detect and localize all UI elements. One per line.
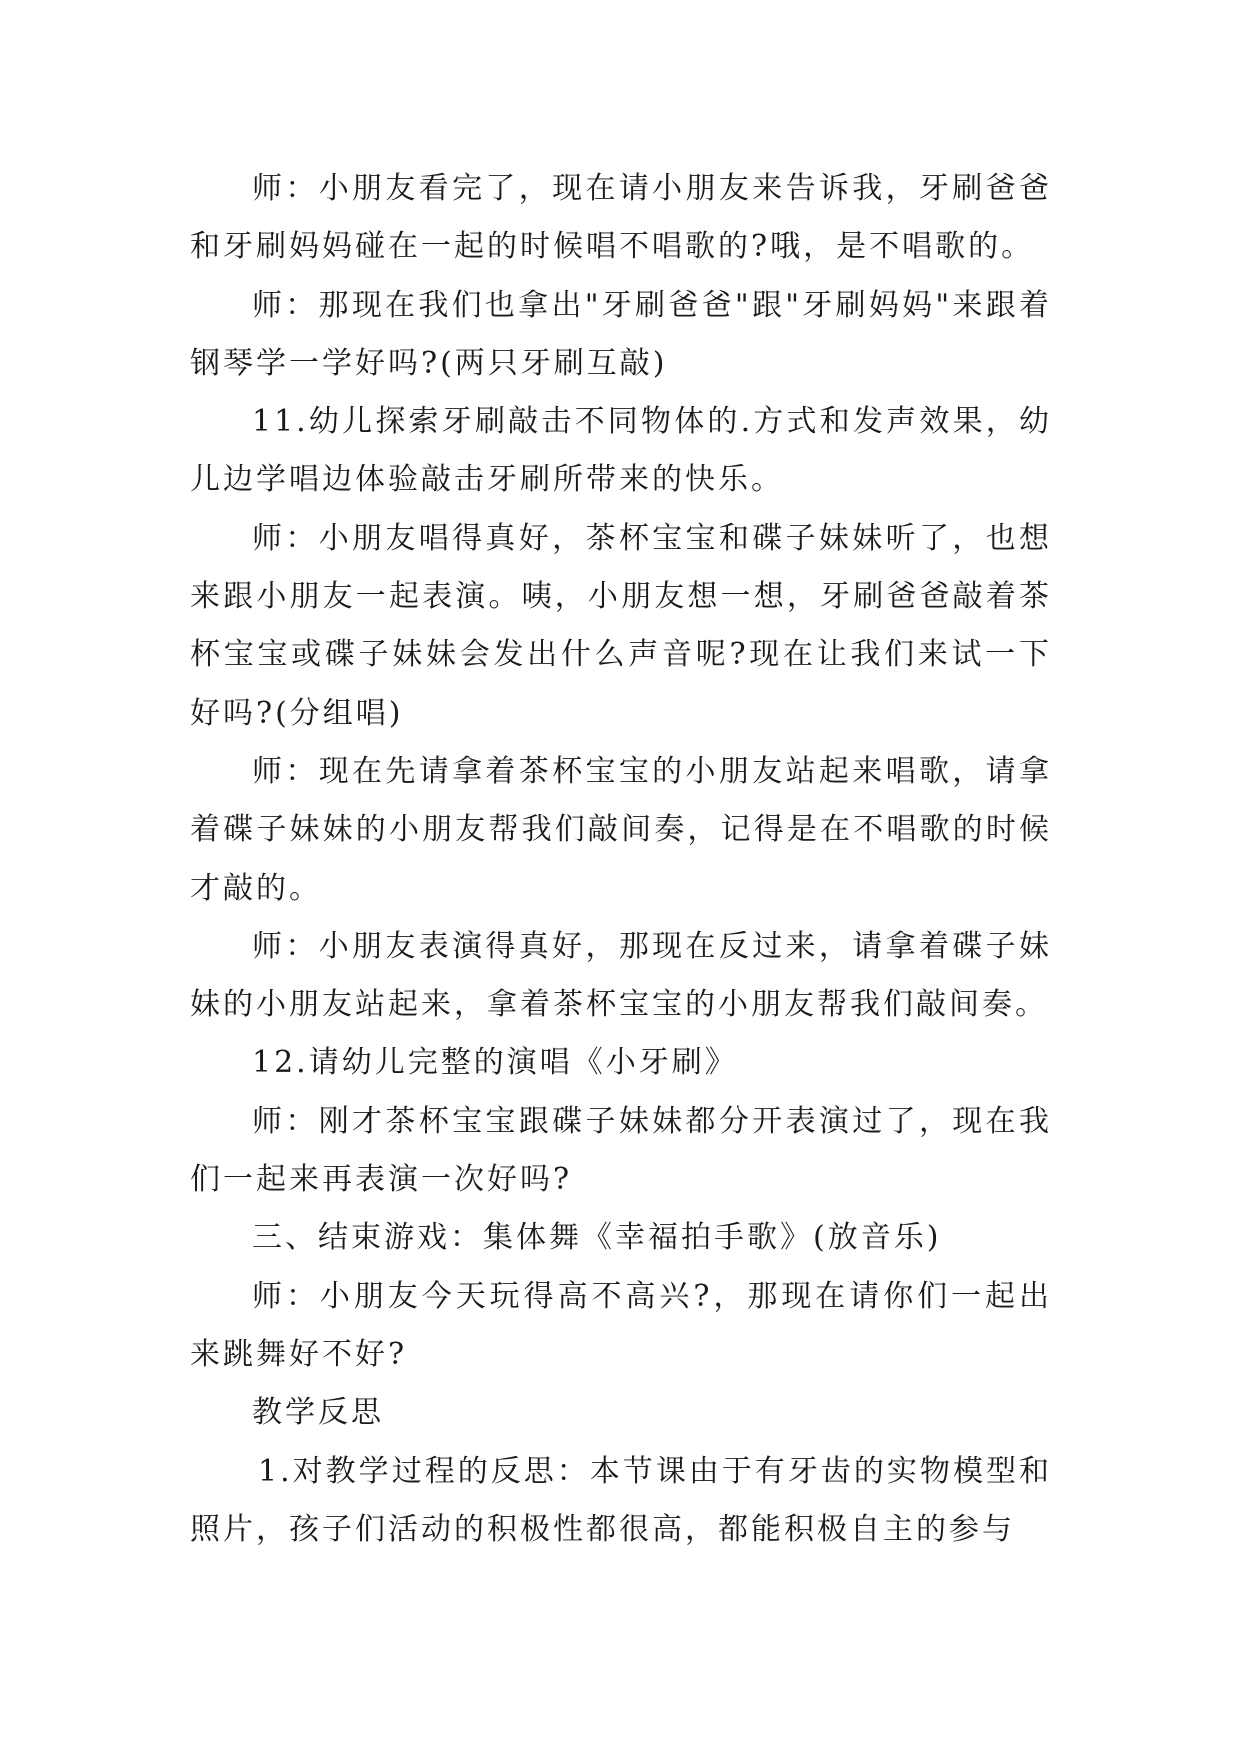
heading-teaching-reflection: 教学反思 [252,1395,384,1431]
paragraph-teacher-perform-together: 师：刚才茶杯宝宝跟碟子妹妹都分开表演过了，现在我们一起来再表演一次好吗? [190,1103,1052,1198]
paragraph-step-11: 11.幼儿探索牙刷敲击不同物体的.方式和发声效果，幼儿边学唱边体验敲击牙刷所带来的快乐。 [190,404,1052,498]
paragraph-teacher-piano: 师：那现在我们也拿出"牙刷爸爸"跟"牙刷妈妈"来跟着钢琴学一学好吗?(两只牙刷互敲) [190,287,1052,381]
paragraph-teacher-dance: 师：小朋友今天玩得高不高兴?，那现在请你们一起出来跳舞好不好? [190,1278,1052,1372]
document-page [190,160,1052,1559]
paragraph-section-three-ending-game: 三、结束游戏：集体舞《幸福拍手歌》(放音乐) [252,1220,942,1256]
paragraph-teacher-cup-and-plate: 师：小朋友唱得真好，茶杯宝宝和碟子妹妹听了，也想来跟小朋友一起表演。咦，小朋友想一想，牙刷爸爸敲着茶杯宝宝或碟子妹妹会发出什么声音呢?现在让我们来试一下好吗?(分组唱) [190,520,1052,731]
paragraph-teacher-reverse-groups: 师：小朋友表演得真好，那现在反过来，请拿着碟子妹妹的小朋友站起来，拿着茶杯宝宝的小朋友帮我们敲间奏。 [190,928,1052,1023]
paragraph-reflection-1: 1.对教学过程的反思：本节课由于有牙齿的实物模型和照片，孩子们活动的积极性都很高，都能积极自主的参与 [190,1453,1052,1547]
paragraph-teacher-cup-group-sings: 师：现在先请拿着茶杯宝宝的小朋友站起来唱歌，请拿着碟子妹妹的小朋友帮我们敲间奏，记得是在不唱歌的时候才敲的。 [190,753,1052,906]
paragraph-teacher-asks-singing: 师：小朋友看完了，现在请小朋友来告诉我，牙刷爸爸和牙刷妈妈碰在一起的时候唱不唱歌的?哦，是不唱歌的。 [190,171,1052,265]
paragraph-step-12: 12.请幼儿完整的演唱《小牙刷》 [252,1045,738,1081]
